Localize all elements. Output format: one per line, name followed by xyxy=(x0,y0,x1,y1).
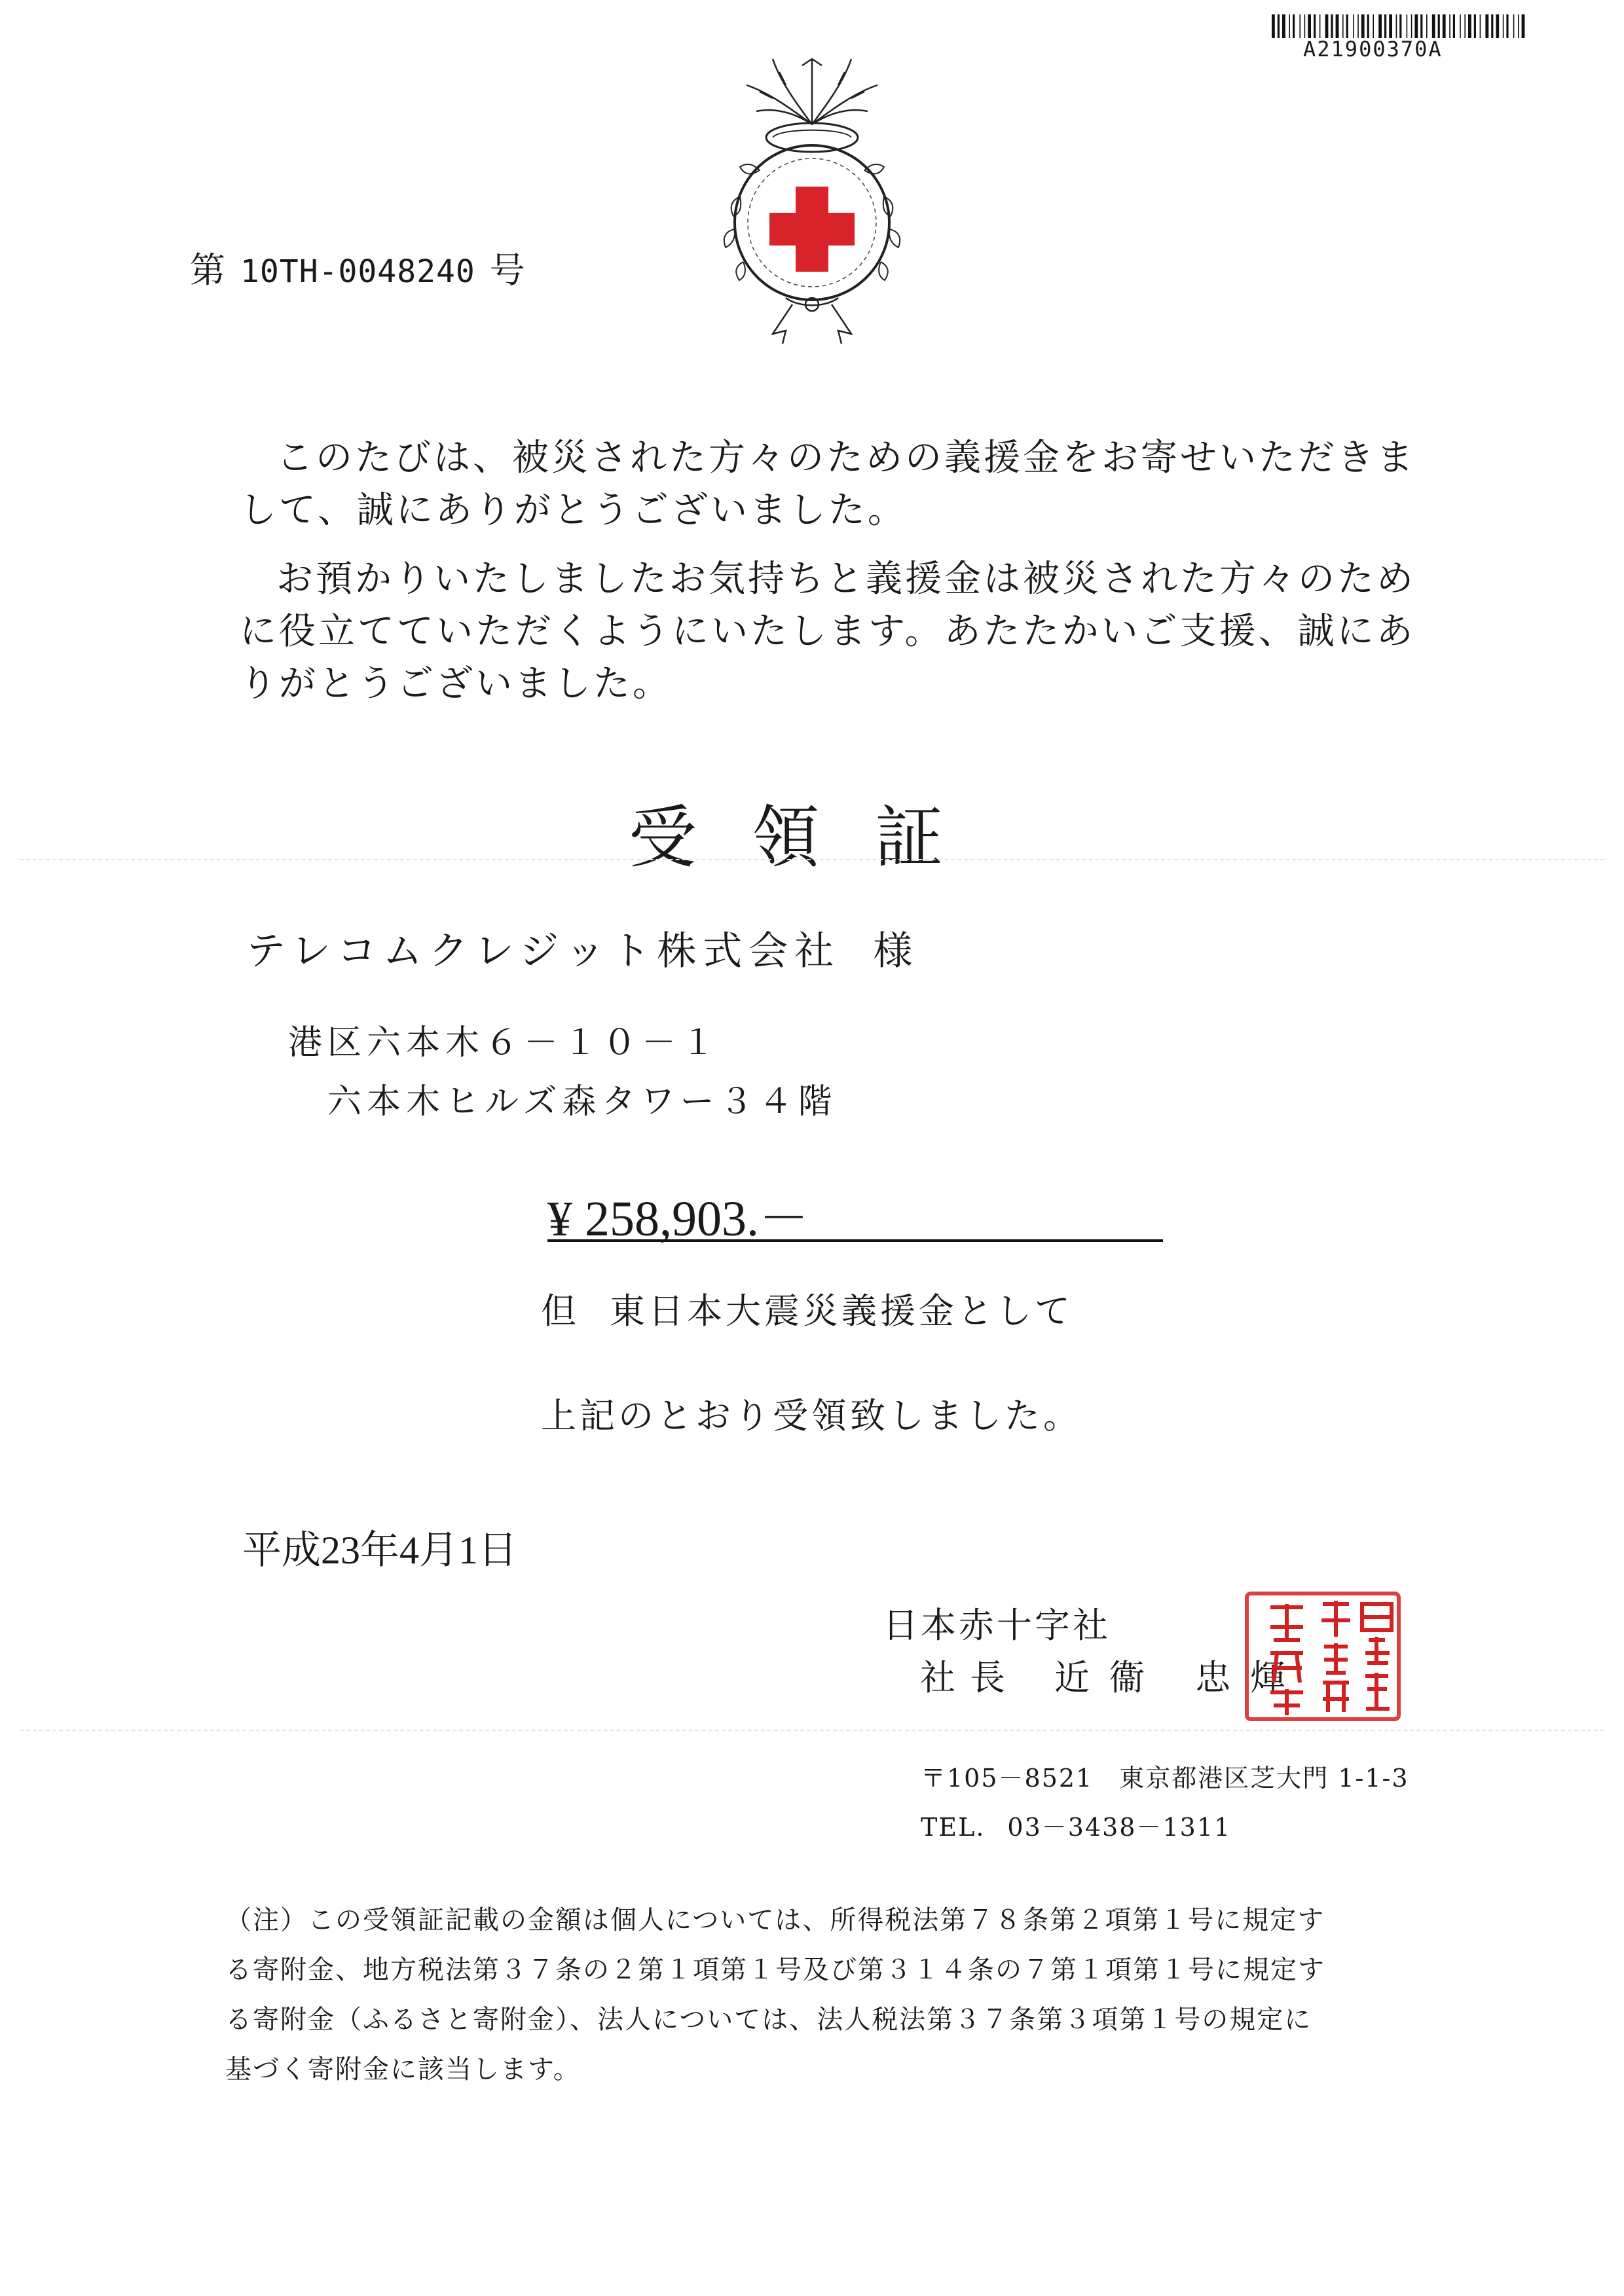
official-seal-icon xyxy=(1244,1591,1401,1722)
recipient-honorific: 様 xyxy=(873,928,919,974)
red-cross-emblem-icon xyxy=(694,46,930,354)
amount-underline xyxy=(547,1239,1163,1242)
serial-value: 10TH-0048240 xyxy=(240,253,475,290)
serial-prefix: 第 xyxy=(190,249,226,291)
received-statement: 上記のとおり受領致しました。 xyxy=(541,1395,1082,1436)
address-line-1: 港区六本木６－１０－１ xyxy=(288,1023,721,1063)
fold-line xyxy=(20,1730,1604,1731)
president-name: 近衞 忠煇 xyxy=(1054,1657,1306,1698)
serial-suffix: 号 xyxy=(489,249,526,291)
address-line-2: 六本木ヒルズ森タワー３４階 xyxy=(327,1082,838,1121)
tax-note xyxy=(225,1895,1404,2094)
note-line: る寄附金、地方税法第３７条の２第１項第１号及び第３１４条の７第１項第１号に規定す xyxy=(225,1955,1325,1985)
note-line: 基づく寄附金に該当します。 xyxy=(225,2054,581,2085)
president-title: 社長 xyxy=(920,1657,1020,1698)
tel-number: 03－3438－1311 xyxy=(1007,1813,1232,1842)
issuer-phone xyxy=(921,1807,1231,1843)
thanks-line: このたびは、被災された方々のための義援金をお寄せいただきま xyxy=(276,437,1416,479)
serial-number xyxy=(190,242,526,293)
thanks-paragraph-1 xyxy=(240,432,1418,537)
note-line: （注）この受領証記載の金額は個人については、所得税法第７８条第２項第１号に規定す xyxy=(225,1905,1325,1935)
recipient xyxy=(246,920,919,976)
purpose xyxy=(541,1283,1073,1334)
thanks-paragraph-2 xyxy=(240,553,1418,710)
issue-date: 平成23年4月1日 xyxy=(242,1529,517,1572)
tel-label: TEL. xyxy=(921,1813,986,1842)
note-line: る寄附金（ふるさと寄附金）、法人については、法人税法第３７条第３項第１号の規定に xyxy=(225,2005,1312,2035)
document-title: 受領証 xyxy=(629,797,999,877)
thanks-line: りがとうございました。 xyxy=(240,663,672,705)
street-address: 東京都港区芝大門 1-1-3 xyxy=(1119,1764,1409,1793)
recipient-name: テレコムクレジット株式会社 xyxy=(246,928,841,974)
fold-line xyxy=(20,859,1604,860)
postal-code: 〒105－8521 xyxy=(921,1764,1094,1793)
thanks-line: お預かりいたしましたお気持ちと義援金は被災された方々のため xyxy=(276,558,1416,600)
issuer-address xyxy=(921,1758,1409,1794)
purpose-prefix: 但 xyxy=(541,1290,580,1332)
barcode xyxy=(1272,14,1527,38)
issuer-org: 日本赤十字社 xyxy=(883,1605,1111,1646)
thanks-line: して、誠にありがとうございました。 xyxy=(240,489,907,532)
donation-amount: ¥ 258,903.－ xyxy=(547,1192,809,1247)
barcode-number: A21900370A xyxy=(1303,37,1443,62)
thanks-line: に役立てていただくようにいたします。あたたかいご支援、誠にあ xyxy=(240,610,1416,653)
purpose-text: 東日本大震災義援金として xyxy=(610,1290,1073,1332)
